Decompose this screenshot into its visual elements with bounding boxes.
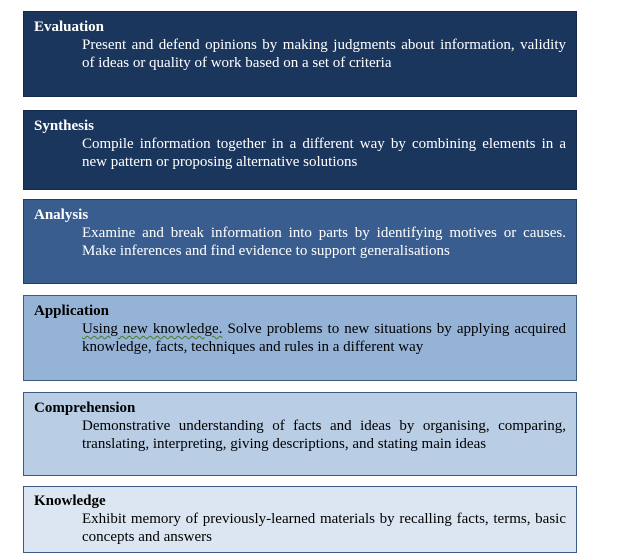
- level-synthesis: [23, 110, 577, 190]
- level-description: [34, 320, 566, 356]
- level-evaluation: [23, 11, 577, 97]
- level-title: Knowledge: [34, 493, 106, 509]
- level-description: Demonstrative understanding of facts and ideas by organising, comparing, translating, interpreting, giving descriptions, and stating main ideas: [82, 418, 566, 452]
- level-knowledge: [23, 486, 577, 553]
- level-description-lead: Using new knowledge.: [82, 321, 223, 337]
- level-description: Present and defend opinions by making judgments about information, validity of ideas or quality of work based on a set of criteria: [82, 37, 566, 71]
- level-description: Exhibit memory of previously-learned materials by recalling facts, terms, basic concepts and answers: [82, 511, 566, 545]
- level-title: Synthesis: [34, 118, 95, 134]
- level-description-rest: Solve problems to new situations by applying acquired knowledge, facts, techniques and rules in a different way: [82, 321, 566, 355]
- level-application: [23, 295, 577, 381]
- level-description: Compile information together in a different way by combining elements in a new pattern or proposing alternative solutions: [82, 136, 566, 170]
- level-title: Comprehension: [34, 400, 136, 416]
- level-comprehension: [23, 392, 577, 476]
- level-analysis: [23, 199, 577, 284]
- level-description: Examine and break information into parts by identifying motives or causes. Make inferences and find evidence to support generalisations: [82, 225, 566, 259]
- level-title: Application: [34, 303, 110, 319]
- level-title: Evaluation: [34, 19, 105, 35]
- level-title: Analysis: [34, 207, 89, 223]
